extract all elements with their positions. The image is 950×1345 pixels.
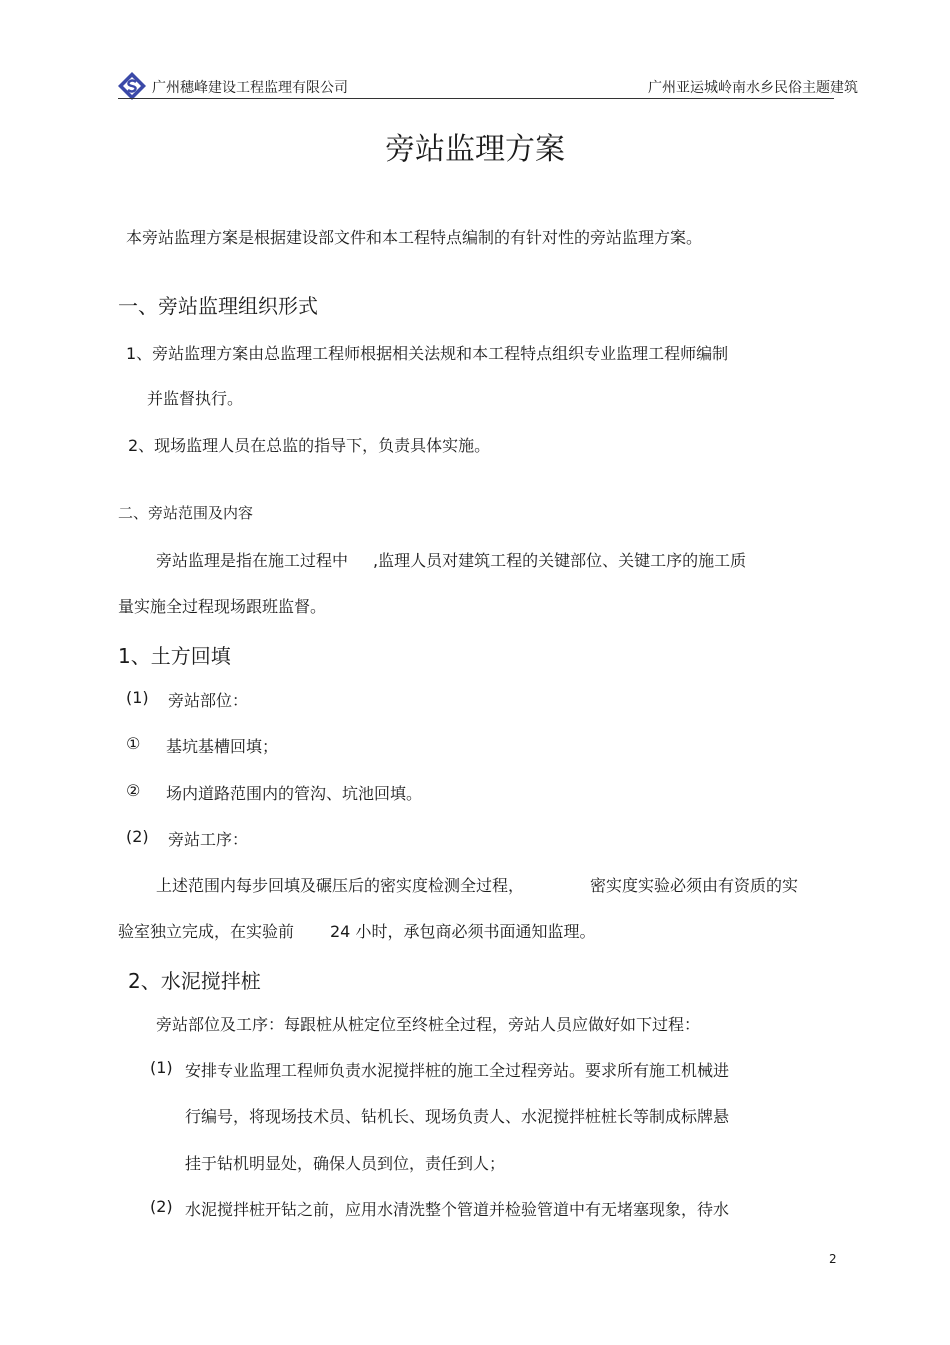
page-number: 2	[829, 1252, 837, 1266]
subsection-2-item-1-line-3: 挂于钻机明显处，确保人员到位，责任到人；	[185, 1154, 506, 1173]
subsection-1-heading: 1、土方回填	[118, 644, 231, 668]
subsection-1-circle-1-text: 基坑基槽回填；	[166, 737, 279, 756]
subsection-1-circle-2-text: 场内道路范围内的管沟、坑池回填。	[166, 784, 423, 803]
subsection-1-point-1-number: (1)	[126, 688, 149, 707]
section-2-para-line-1b: ,监理人员对建筑工程的关键部位、关键工序的施工质	[373, 551, 747, 570]
page-title: 旁站监理方案	[385, 132, 565, 167]
subsection-2-item-2-number: (2)	[150, 1197, 173, 1216]
subsection-2-item-2-line-1: 水泥搅拌桩开钻之前，应用水清洗整个管道并检验管道中有无堵塞现象，待水	[185, 1200, 730, 1219]
subsection-1-body-line-2a: 验室独立完成，在实验前	[118, 922, 295, 941]
subsection-2-item-1-number: (1)	[150, 1058, 173, 1077]
header-project: 广州亚运城岭南水乡民俗主题建筑	[648, 80, 858, 96]
subsection-2-heading: 2、水泥搅拌桩	[128, 969, 261, 993]
subsection-1-circle-1-number: ①	[126, 734, 141, 753]
subsection-2-item-1-line-2: 行编号，将现场技术员、钻机长、现场负责人、水泥搅拌桩桩长等制成标牌悬	[185, 1107, 730, 1126]
subsection-1-point-1-label: 旁站部位：	[168, 691, 249, 710]
company-logo-icon	[117, 71, 147, 101]
intro-paragraph: 本旁站监理方案是根据建设部文件和本工程特点编制的有针对性的旁站监理方案。	[126, 228, 703, 247]
section-1-item-2: 2、现场监理人员在总监的指导下，负责具体实施。	[128, 436, 491, 455]
section-2-para-line-1a: 旁站监理是指在施工过程中	[156, 551, 349, 570]
subsection-2-item-1-line-1: 安排专业监理工程师负责水泥搅拌桩的施工全过程旁站。要求所有施工机械进	[185, 1061, 730, 1080]
section-1-item-1-line-2: 并监督执行。	[147, 389, 244, 408]
section-1-heading: 一、旁站监理组织形式	[118, 294, 318, 318]
section-2-heading: 二、旁站范围及内容	[118, 504, 254, 522]
subsection-1-point-2-number: (2)	[126, 827, 149, 846]
section-2-para-line-2: 量实施全过程现场跟班监督。	[118, 597, 327, 616]
subsection-1-body-line-1a: 上述范围内每步回填及碾压后的密实度检测全过程，	[156, 876, 525, 895]
header-company: 广州穗峰建设工程监理有限公司	[152, 80, 348, 96]
subsection-2-intro: 旁站部位及工序：每跟桩从桩定位至终桩全过程，旁站人员应做好如下过程：	[156, 1015, 701, 1034]
subsection-1-circle-2-number: ②	[126, 781, 141, 800]
subsection-1-point-2-label: 旁站工序：	[168, 830, 249, 849]
header-divider	[118, 98, 834, 99]
subsection-1-body-line-1b: 密实度实验必须由有资质的实	[590, 876, 799, 895]
subsection-1-body-line-2b: 24 小时，承包商必须书面通知监理。	[330, 922, 596, 941]
section-1-item-1-line-1: 1、旁站监理方案由总监理工程师根据相关法规和本工程特点组织专业监理工程师编制	[126, 344, 729, 363]
